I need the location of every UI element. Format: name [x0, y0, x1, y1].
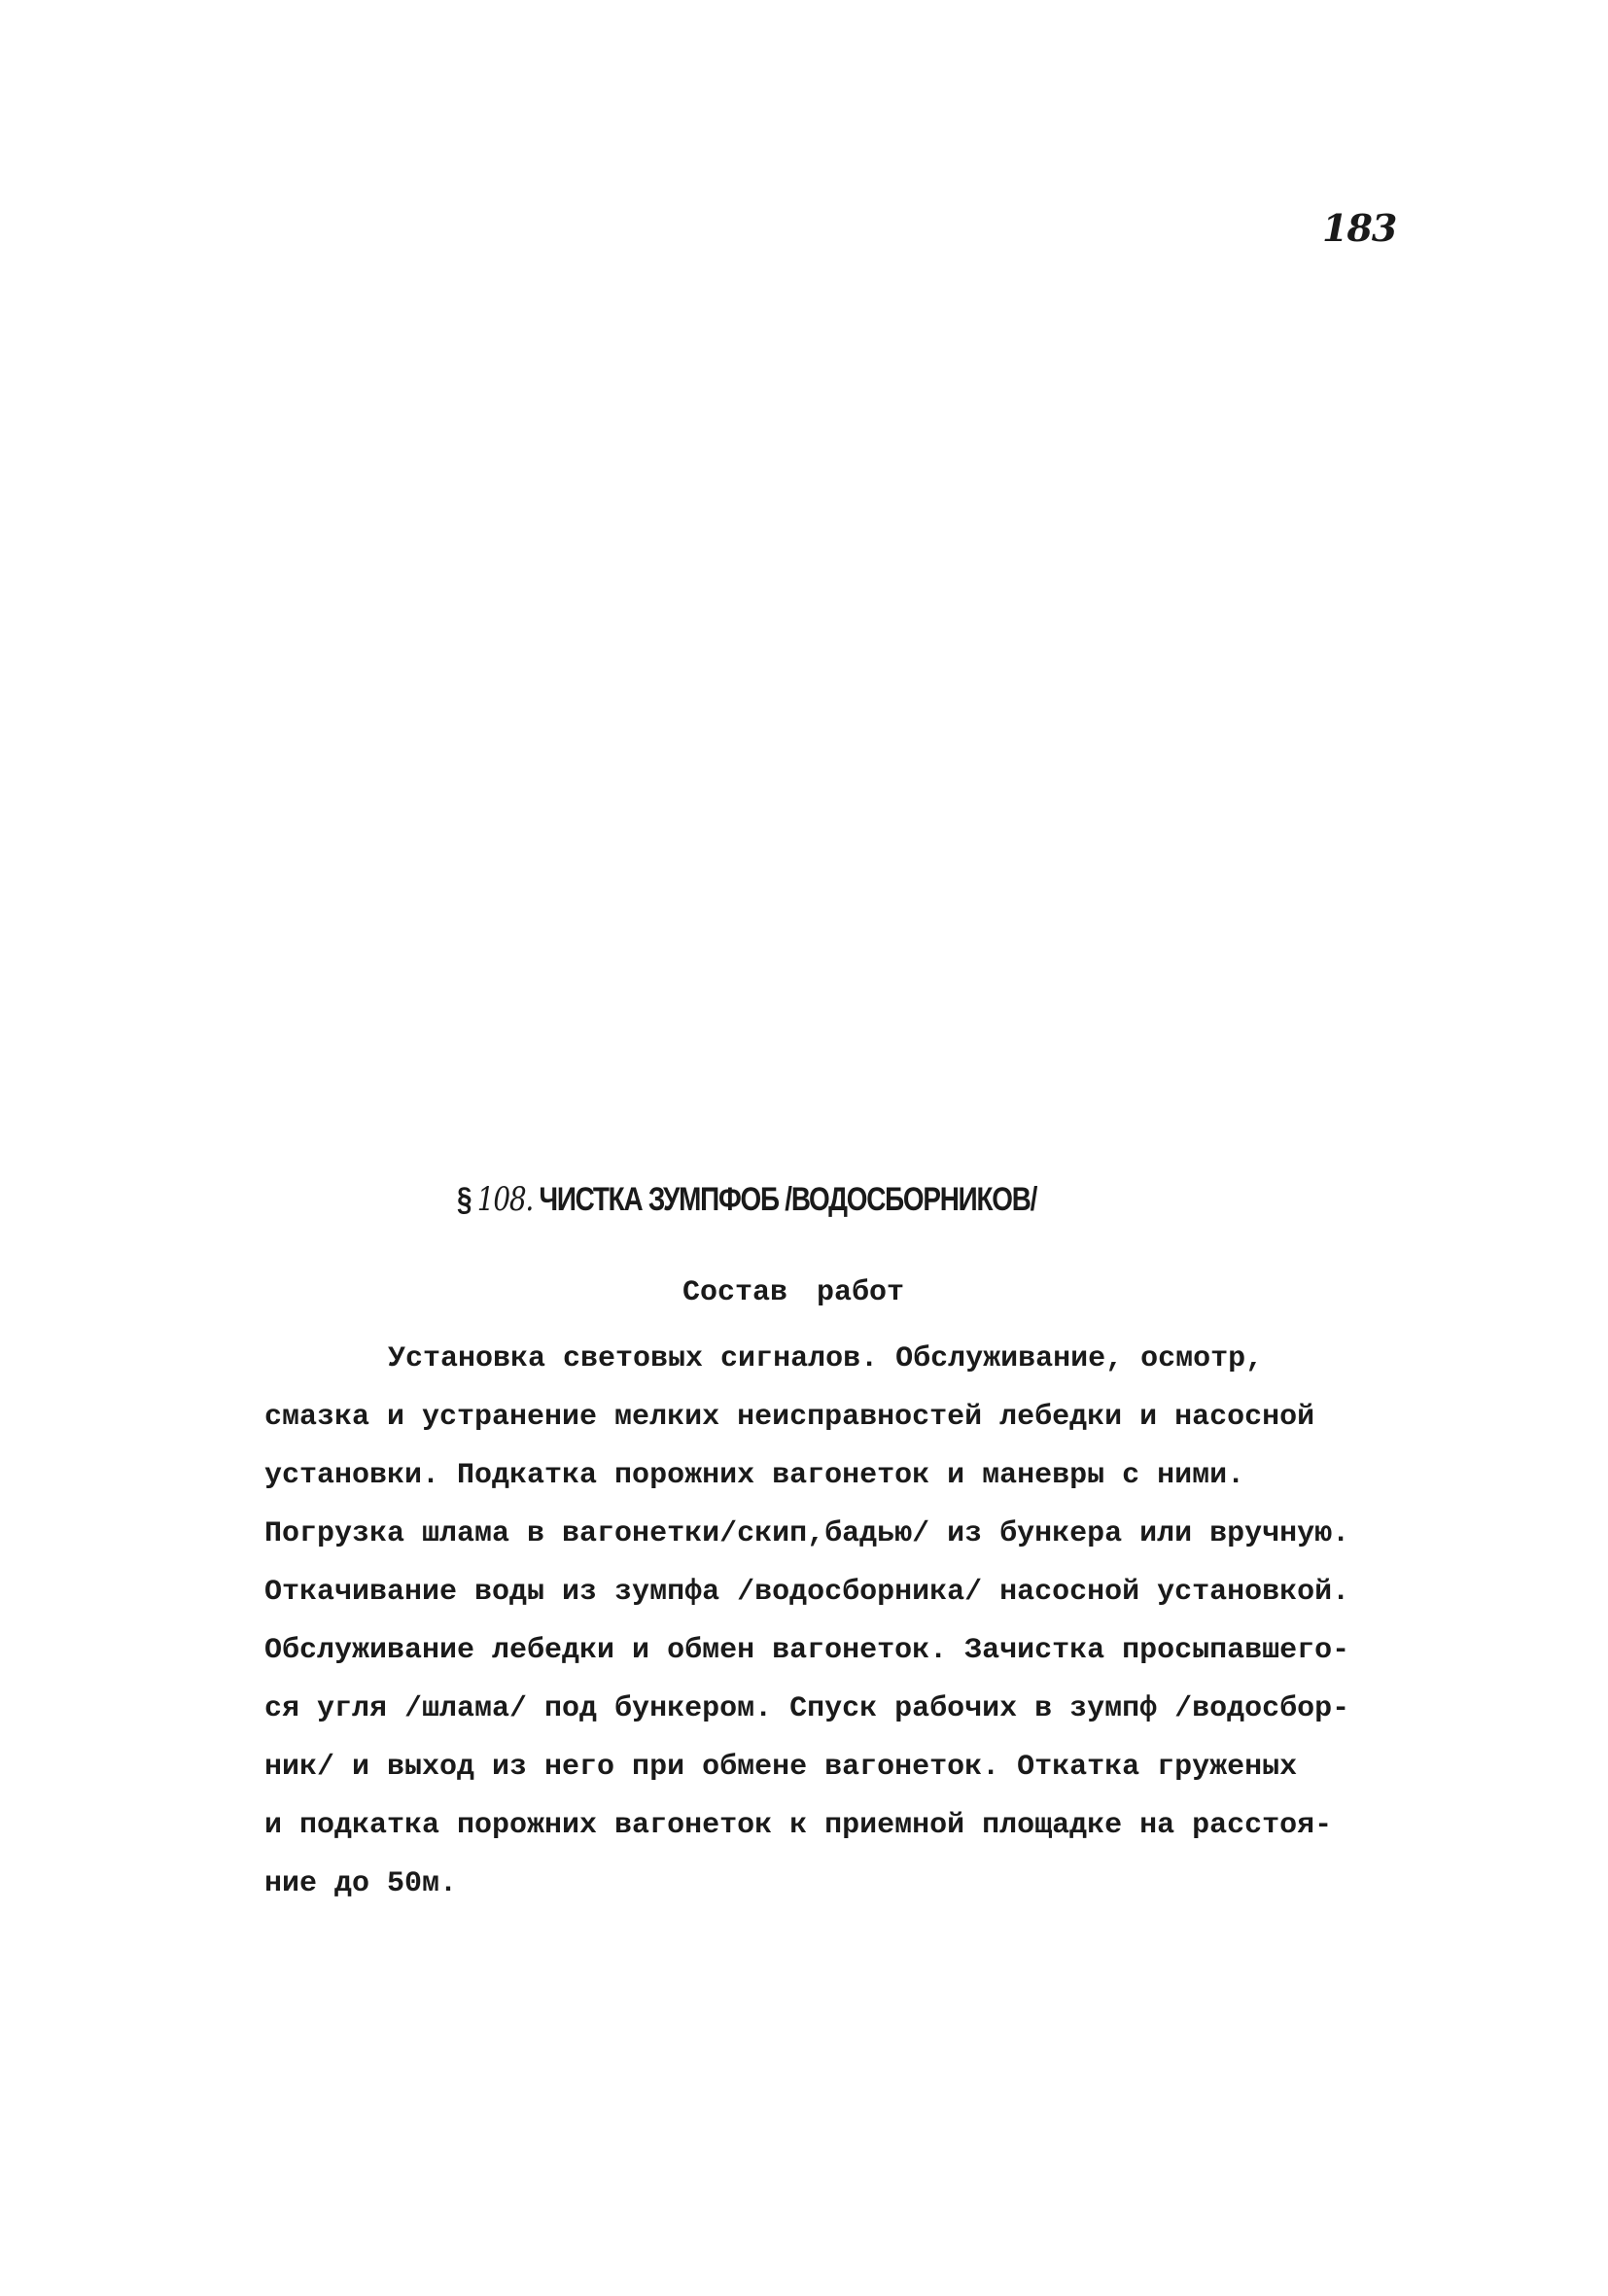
section-title: ЧИСТКА ЗУМПФОБ /ВОДОСБОРНИКОВ/ — [539, 1181, 1037, 1218]
body-line: и подкатка порожних вагонеток к приемной площадке на расстоя- — [264, 1809, 1333, 1842]
body-line: ние до 50м. — [264, 1867, 458, 1900]
section-number: 108. — [476, 1180, 533, 1219]
body-line: Откачивание воды из зумпфа /водосборника/ насосной установкой. — [264, 1576, 1350, 1609]
body-line: смазка и устранение мелких неисправностей лебедки и насосной — [264, 1401, 1315, 1434]
body-line: Установка световых сигналов. Обслуживание, осмотр, — [388, 1342, 1264, 1375]
body-line: ник/ и выход из него при обмене вагонеток. Откатка груженых — [264, 1751, 1298, 1784]
body-line: Погрузка шлама в вагонетки/скип,бадью/ из бункера или вручную. — [264, 1517, 1350, 1550]
body-line: Обслуживание лебедки и обмен вагонеток. Зачистка просыпавшего- — [264, 1634, 1350, 1667]
body-line: установки. Подкатка порожних вагонеток и маневры с ними. — [264, 1459, 1245, 1492]
subtitle: Состав работ — [682, 1276, 905, 1309]
body-line: ся угля /шлама/ под бункером. Спуск рабочих в зумпф /водосбор- — [264, 1692, 1350, 1725]
body-text — [264, 1330, 1363, 1913]
section-heading — [457, 1180, 1036, 1219]
section-symbol: § — [457, 1181, 472, 1218]
page-number: 183 — [1322, 206, 1397, 250]
